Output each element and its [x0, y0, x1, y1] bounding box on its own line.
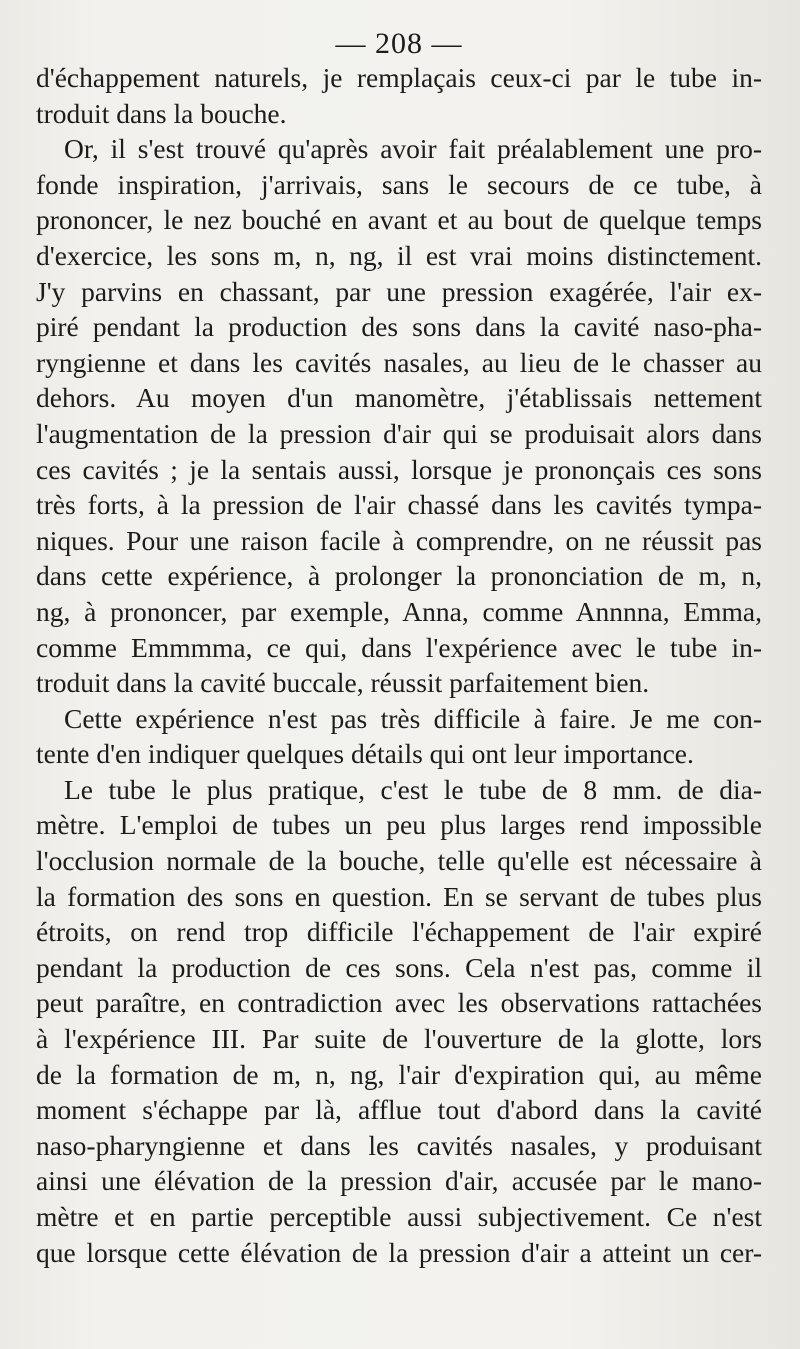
text-line: comme Emmmma, ce qui, dans l'expérience avec le tube in-: [36, 631, 762, 663]
text-line: ng, à prononcer, par exemple, Anna, comme Annnna, Emma,: [36, 595, 762, 627]
text-line: d'échappement naturels, je remplaçais ceux-ci par le tube in-: [36, 62, 762, 93]
text-line: étroits, on rend trop difficile l'échappement de l'air expiré: [36, 916, 762, 948]
text-line: ces cavités ; je la sentais aussi, lorsque je prononçais ces sons: [36, 453, 762, 485]
text-line: mètre. L'emploi de tubes un peu plus larges rend impossible: [36, 809, 762, 841]
text-line: dans cette expérience, à prolonger la prononciation de m, n,: [36, 560, 762, 592]
text-line: J'y parvins en chassant, par une pression exagérée, l'air ex-: [36, 275, 762, 307]
paragraph-3: [36, 701, 762, 772]
paragraph-2: [36, 131, 762, 701]
text-line: tente d'en indiquer quelques détails qui ont leur importance.: [36, 738, 694, 770]
text-line: ainsi une élévation de la pression d'air, accusée par le mano-: [36, 1165, 762, 1197]
text-line: pendant la production de ces sons. Cela n'est pas, comme il: [36, 951, 762, 983]
text-line: l'occlusion normale de la bouche, telle qu'elle est nécessaire à: [36, 845, 762, 877]
text-line: troduit dans la cavité buccale, réussit parfaitement bien.: [36, 667, 650, 699]
text-line: que lorsque cette élévation de la pression d'air a atteint un cer-: [36, 1236, 762, 1268]
paragraph-1: [36, 60, 762, 131]
text-line: fonde inspiration, j'arrivais, sans le secours de ce tube, à: [36, 168, 762, 200]
text-line: de la formation de m, n, ng, l'air d'expiration qui, au même: [36, 1058, 762, 1090]
text-line: naso-pharyngienne et dans les cavités nasales, y produisant: [36, 1129, 762, 1161]
text-line: très forts, à la pression de l'air chassé dans les cavités tympa-: [36, 489, 762, 521]
text-line: Or, il s'est trouvé qu'après avoir fait préalablement une pro-: [64, 133, 762, 165]
text-line: mètre et en partie perceptible aussi subjectivement. Ce n'est: [36, 1201, 762, 1232]
text-line: ryngienne et dans les cavités nasales, au lieu de le chasser au: [36, 346, 762, 378]
text-line: niques. Pour une raison facile à comprendre, on ne réussit pas: [36, 524, 762, 556]
text-line: troduit dans la bouche.: [36, 97, 287, 129]
text-line: dehors. Au moyen d'un manomètre, j'établissais nettement: [36, 382, 762, 414]
paragraph-4: [36, 772, 762, 1270]
page-number: — 208 —: [335, 27, 463, 60]
text-line: peut paraître, en contradiction avec les observations rattachées: [36, 987, 762, 1019]
text-line: la formation des sons en question. En se servant de tubes plus: [36, 880, 762, 912]
text-line: prononcer, le nez bouché en avant et au bout de quelque temps: [36, 204, 762, 236]
text-line: Le tube le plus pratique, c'est le tube de 8 mm. de dia-: [64, 773, 762, 805]
text-line: d'exercice, les sons m, n, ng, il est vrai moins distinctement.: [36, 239, 762, 271]
text-line: piré pendant la production des sons dans la cavité naso-pha-: [36, 311, 762, 343]
text-line: l'augmentation de la pression d'air qui se produisait alors dans: [36, 417, 762, 449]
text-line: à l'expérience III. Par suite de l'ouverture de la glotte, lors: [36, 1023, 762, 1055]
text-line: Cette expérience n'est pas très difficile à faire. Je me con-: [64, 702, 762, 734]
text-line: moment s'échappe par là, afflue tout d'abord dans la cavité: [36, 1094, 762, 1126]
